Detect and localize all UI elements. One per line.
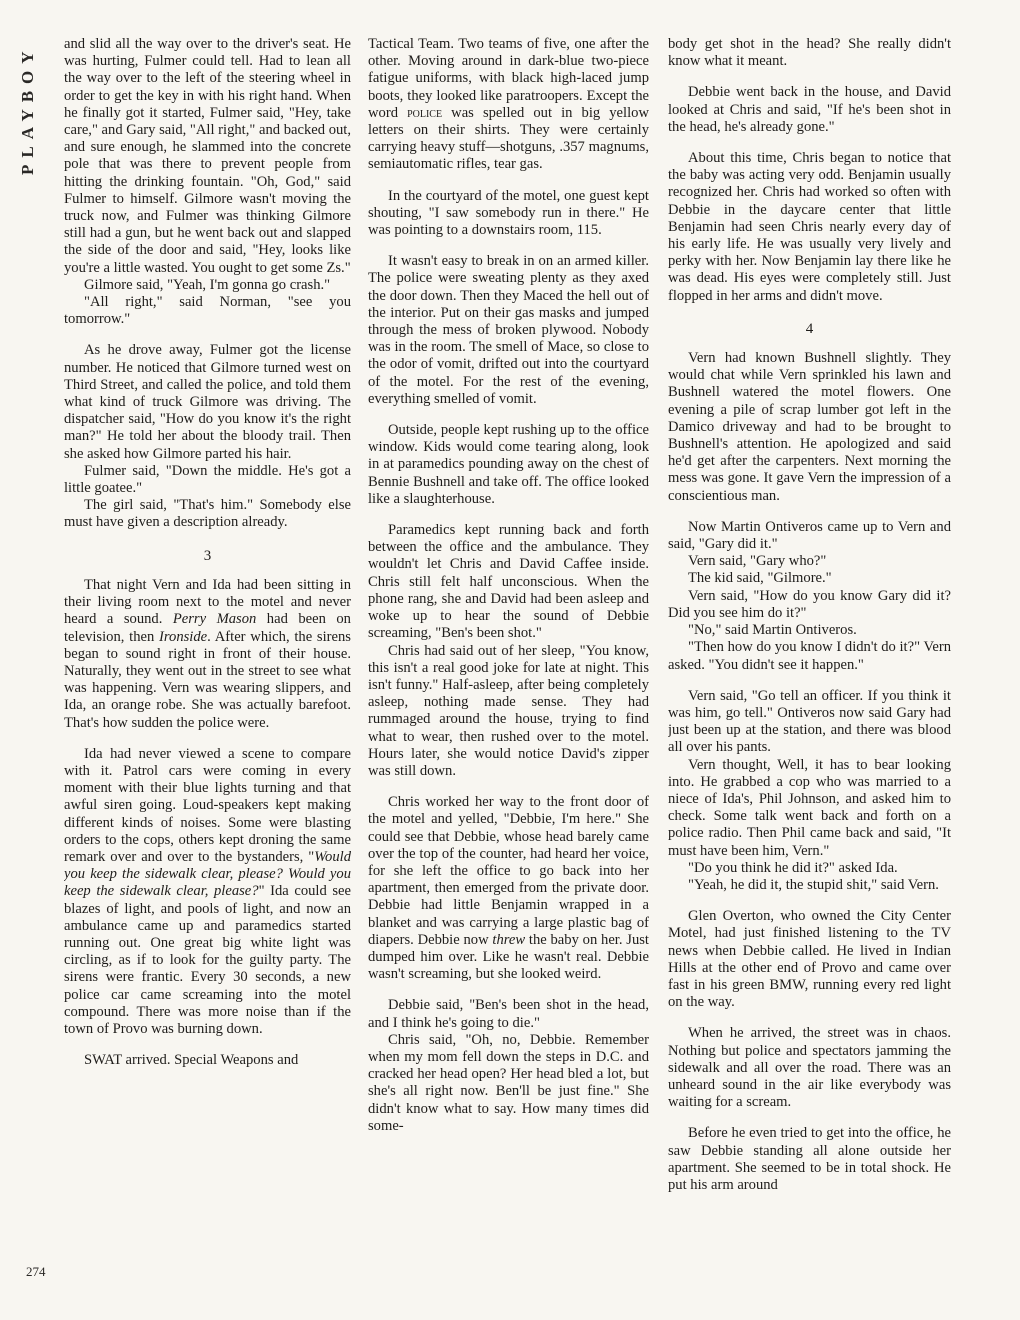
section-number: 4: [805, 320, 814, 337]
paragraph: When he arrived, the street was in chaos. Nothing but police and spectators jamming the sidewalk and all over the road. There was an unheard sound in the air like everybody was waiting for a scream.: [668, 1025, 951, 1111]
paragraph: In the courtyard of the motel, one guest kept shouting, "I saw somebody run in there." He was pointing to a downstairs room, 115.: [368, 187, 649, 239]
paragraph: Gilmore said, "Yeah, I'm gonna go crash.": [84, 276, 331, 293]
paragraph: Outside, people kept rushing up to the office window. Kids would come tearing along, look in at paramedics pounding away on the chest of Bennie Bushnell and take off. The office looked like a slaughterhouse.: [368, 422, 649, 507]
paragraph: Tactical Team. Two teams of five, one after the other. Moving around in dark-blue two-piece fatigue uniforms, with black high-laced jump boots, they looked like paratroopers. Except the word police was spelled out in big yellow letters on their shirts. They were certainly carrying heavy stuff—shotguns, .357 magnums, semiautomatic rifles, tear gas.: [368, 36, 649, 173]
paragraph: That night Vern and Ida had been sitting in their living room next to the motel and never heard a sound. Perry Mason had been on television, then Ironside. After which, the sirens began to sound right in front of their house. Naturally, they went out in the street to see what was happening. Vern was wearing slippers, and Ida, an orange robe. She was actually barefoot. That's how sudden the police were.: [64, 576, 351, 731]
paragraph: Vern said, "Go tell an officer. If you think it was him, go tell." Ontiveros now said Gary had just been up at the station, and there was blood all over his pants.: [668, 687, 951, 756]
paragraph: The kid said, "Gilmore.": [688, 570, 832, 587]
paragraph: "Then how do you know I didn't do it?" Vern asked. "You didn't see it happen.": [668, 639, 951, 673]
section-number: 3: [203, 547, 212, 564]
paragraph: Vern said, "How do you know Gary did it? Did you see him do it?": [668, 587, 951, 621]
paragraph: Fulmer said, "Down the middle. He's got a little goatee.": [64, 462, 351, 497]
paragraph: Before he even tried to get into the office, he saw Debbie standing all alone outside her apartment. She seemed to be in total shock. He put his arm around: [668, 1125, 951, 1193]
paragraph: Glen Overton, who owned the City Center Motel, had just finished listening to the TV news when Debbie called. He lived in Indian Hills at the other end of Provo and came over fast in his green BMW, running every red light on the way.: [668, 908, 951, 1011]
paragraph: Vern had known Bushnell slightly. They would chat while Vern sprinkled his lawn and Bushnell watered the motel flowers. One evening a pile of scrap lumber got left in the Damico driveway and had to be brought to Bushnell's attention. He apologized and said he'd get after the carpenters. Next morning the mess was gone. It gave Vern the impression of a conscientious man.: [668, 350, 951, 504]
paragraph: It wasn't easy to break in on an armed killer. The police were sweating plenty as they axed the door down. Then they Maced the hell out of the interior. Put on their gas masks and jumped through the mess of broken plywood. Nobody was in the room. The smell of Mace, so close to the odor of vomit, drifted out into the courtyard of the motel. For the rest of the evening, everything smelled of vomit.: [368, 253, 649, 407]
paragraph: Vern thought, Well, it has to bear looking into. He grabbed a cop who was married to a niece of Ida's, Phil Johnson, and asked him to check. Some talk went back and forth on a police radio. Then Phil came back and said, "It must have been him, Vern.": [668, 756, 951, 859]
paragraph: SWAT arrived. Special Weapons and: [84, 1052, 299, 1069]
playboy-logo: PLAYBOY: [18, 44, 37, 175]
paragraph: Now Martin Ontiveros came up to Vern and said, "Gary did it.": [668, 518, 951, 553]
page-number: 274: [26, 1264, 46, 1279]
paragraph: Chris had said out of her sleep, "You know, this isn't a real good joke for late at night. This isn't funny." Half-asleep, after being completely asleep, nothing made sense. They had rummaged around the house, trying to find what to wear, then rushed over to the motel. Hours later, she would notice David's zipper was still down.: [368, 642, 649, 779]
paragraph: Vern said, "Gary who?": [688, 553, 827, 570]
paragraph: Chris worked her way to the front door of the motel and yelled, "Debbie, I'm here." She could see that Debbie, whose head barely came over the top of the counter, had heard her voice, for she left the office to go back into her apartment, then emerged from the private door. Debbie had little Benjamin wrapped in a blanket and was carrying a large plastic bag of diapers. Debbie now threw the baby on her. Just dumped him over. Like he wasn't real. Debbie wasn't screaming, but she looked weird.: [368, 794, 649, 983]
text-column-2: [368, 36, 649, 1298]
paragraph: As he drove away, Fulmer got the license number. He noticed that Gilmore turned west on Third Street, and called the police, and told them what kind of truck Gilmore was driving. The dispatcher said, "How do you know it's the right man?" He told her about the bloody trail. Then she asked how Gilmore parted his hair.: [64, 342, 351, 462]
paragraph: "No," said Martin Ontiveros.: [688, 622, 857, 639]
paragraph: Chris said, "Oh, no, Debbie. Remember when my mom fell down the steps in D.C. and cracked her head open? Her head bled a lot, but she's all right now. Ben'll be just fine." She didn't know what to say. How many times did some-: [368, 1031, 649, 1134]
paragraph: body get shot in the head? She really didn't know what it meant.: [668, 36, 951, 70]
paragraph: Ida had never viewed a scene to compare with it. Patrol cars were coming in every moment with their blue lights turning and that awful siren going. Loud-speakers kept making different kinds of noises. Some were blasting orders to the cops, others kept droning the same remark over and over to the bystanders, "Would you keep the sidewalk clear, please? Would you keep the sidewalk clear, please?" Ida could see blazes of light, and pools of light, and now an ambulance came up and paramedics started running out. One great big white light was circling, as if to look for the guilty party. The sirens were frantic. Every 30 seconds, a new police car came screaming into the motel compound. There was more noise than if the town of Provo was burning down.: [64, 745, 351, 1037]
paragraph: "Do you think he did it?" asked Ida.: [688, 859, 898, 876]
paragraph: Debbie said, "Ben's been shot in the head, and I think he's going to die.": [368, 997, 649, 1031]
paragraph: "Yeah, he did it, the stupid shit," said Vern.: [688, 876, 939, 893]
paragraph: The girl said, "That's him." Somebody else must have given a description already.: [64, 497, 351, 531]
paragraph: Paramedics kept running back and forth between the office and the ambulance. They wouldn't let Chris and David Caffee inside. Chris still felt half unconscious. When the phone rang, she and David had been asleep and woke up to hear the sound of Debbie screaming, "Ben's been shot.": [368, 522, 649, 642]
text-column-1: [64, 36, 351, 1298]
text-column-3: [668, 36, 951, 1298]
paragraph: About this time, Chris began to notice that the baby was acting very odd. Benjamin usually recognized her. Chris had worked so often with Debbie in the daycare center that little Benjamin had seen Chris nearly every day of his early life. He was usually very lively and perky with her. Now Benjamin lay there like he was dead. His eyes were completely still. Just flopped in her arms and didn't move.: [668, 150, 951, 304]
paragraph: Debbie went back in the house, and David looked at Chris and said, "If he's been shot in the head, he's already gone.": [668, 84, 951, 135]
paragraph: and slid all the way over to the driver's seat. He was hurting, Fulmer could tell. Had to lean all the way over to the left of the steering wheel in order to get the key in with his right hand. When he finally got it started, Fulmer said, "Hey, take care," and Gary said, "All right," and backed out, and sure enough, he slammed into the concrete pole that was there to prevent people from hitting the drinking fountain. "Oh, God," said Fulmer to himself. Gilmore wasn't moving the truck now, and Fulmer was thinking Gilmore still had a gun, but he went back out and slapped the side of the door and said, "Hey, looks like you're a little wasted. You ought to get some Zs.": [64, 36, 351, 276]
paragraph: "All right," said Norman, "see you tomorrow.": [64, 294, 351, 328]
